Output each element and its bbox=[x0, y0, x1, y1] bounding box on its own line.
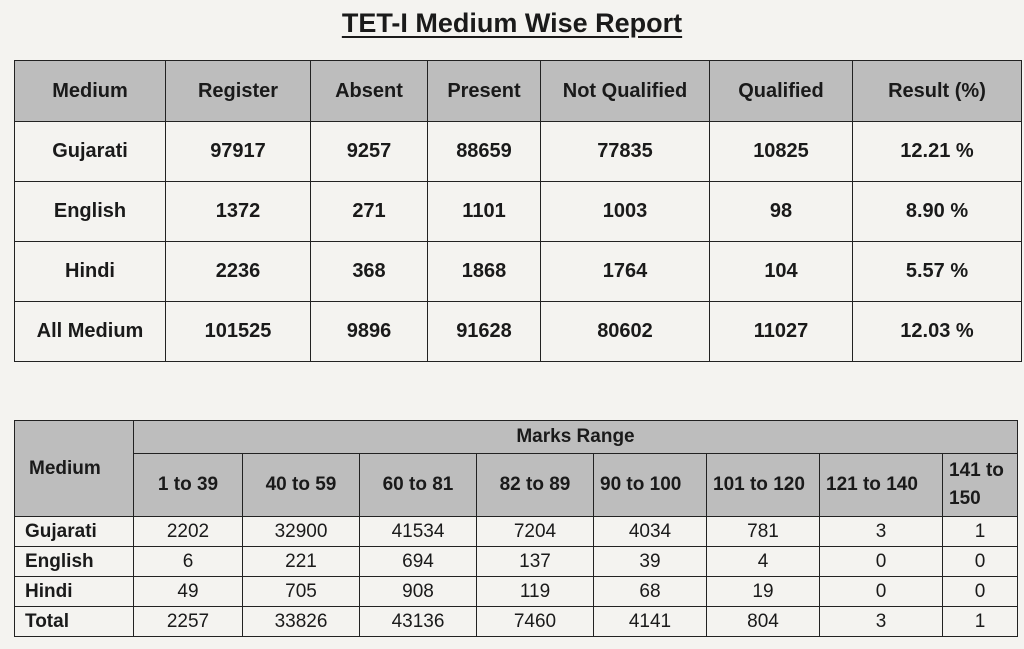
cell: 39 bbox=[594, 547, 707, 577]
cell: 101525 bbox=[166, 302, 311, 362]
cell: 908 bbox=[360, 577, 477, 607]
cell: 781 bbox=[707, 517, 820, 547]
cell: 6 bbox=[134, 547, 243, 577]
cell: 41534 bbox=[360, 517, 477, 547]
cell: 32900 bbox=[243, 517, 360, 547]
cell: 368 bbox=[311, 242, 428, 302]
header-register: Register bbox=[166, 61, 311, 122]
medium-summary-table bbox=[14, 60, 1022, 362]
cell: 271 bbox=[311, 182, 428, 242]
cell: 1 bbox=[943, 517, 1018, 547]
cell: 43136 bbox=[360, 607, 477, 637]
cell: 0 bbox=[943, 547, 1018, 577]
cell: 80602 bbox=[541, 302, 710, 362]
cell: 4 bbox=[707, 547, 820, 577]
table-row bbox=[15, 517, 1018, 547]
header-qualified: Qualified bbox=[710, 61, 853, 122]
cell: 10825 bbox=[710, 122, 853, 182]
cell: 4034 bbox=[594, 517, 707, 547]
header-range: 121 to 140 bbox=[820, 454, 943, 517]
cell: Hindi bbox=[15, 242, 166, 302]
table-subheader-row bbox=[15, 454, 1018, 517]
cell: 3 bbox=[820, 607, 943, 637]
cell: 705 bbox=[243, 577, 360, 607]
header-range: 82 to 89 bbox=[477, 454, 594, 517]
cell: 119 bbox=[477, 577, 594, 607]
cell: 12.21 % bbox=[853, 122, 1022, 182]
cell: Hindi bbox=[15, 577, 134, 607]
header-range: 40 to 59 bbox=[243, 454, 360, 517]
table-row bbox=[15, 302, 1022, 362]
marks-range-table bbox=[14, 420, 1018, 637]
cell: 98 bbox=[710, 182, 853, 242]
cell: 1764 bbox=[541, 242, 710, 302]
cell: 694 bbox=[360, 547, 477, 577]
cell: 221 bbox=[243, 547, 360, 577]
cell: 1101 bbox=[428, 182, 541, 242]
cell: 104 bbox=[710, 242, 853, 302]
cell: Total bbox=[15, 607, 134, 637]
header-range: 90 to 100 bbox=[594, 454, 707, 517]
cell: 0 bbox=[943, 577, 1018, 607]
cell: 2236 bbox=[166, 242, 311, 302]
cell: 4141 bbox=[594, 607, 707, 637]
cell: 8.90 % bbox=[853, 182, 1022, 242]
header-medium: Medium bbox=[15, 421, 134, 517]
table-row bbox=[15, 577, 1018, 607]
header-range: 60 to 81 bbox=[360, 454, 477, 517]
cell: 9896 bbox=[311, 302, 428, 362]
cell: 1868 bbox=[428, 242, 541, 302]
header-absent: Absent bbox=[311, 61, 428, 122]
cell: 11027 bbox=[710, 302, 853, 362]
cell: All Medium bbox=[15, 302, 166, 362]
table-header-row bbox=[15, 421, 1018, 454]
table-header-row bbox=[15, 61, 1022, 122]
cell: 1003 bbox=[541, 182, 710, 242]
header-range: 101 to 120 bbox=[707, 454, 820, 517]
cell: 33826 bbox=[243, 607, 360, 637]
header-marks-range: Marks Range bbox=[134, 421, 1018, 454]
cell: English bbox=[15, 547, 134, 577]
cell: 68 bbox=[594, 577, 707, 607]
cell: 7460 bbox=[477, 607, 594, 637]
cell: 1 bbox=[943, 607, 1018, 637]
cell: 91628 bbox=[428, 302, 541, 362]
cell: 97917 bbox=[166, 122, 311, 182]
cell: 9257 bbox=[311, 122, 428, 182]
header-result: Result (%) bbox=[853, 61, 1022, 122]
table-row bbox=[15, 607, 1018, 637]
header-range: 1 to 39 bbox=[134, 454, 243, 517]
cell: 49 bbox=[134, 577, 243, 607]
cell: Gujarati bbox=[15, 122, 166, 182]
header-present: Present bbox=[428, 61, 541, 122]
cell: 88659 bbox=[428, 122, 541, 182]
cell: 1372 bbox=[166, 182, 311, 242]
table-row bbox=[15, 122, 1022, 182]
cell: Gujarati bbox=[15, 517, 134, 547]
cell: 3 bbox=[820, 517, 943, 547]
cell: 7204 bbox=[477, 517, 594, 547]
report-title: TET-I Medium Wise Report bbox=[341, 8, 683, 38]
table-row bbox=[15, 182, 1022, 242]
cell: English bbox=[15, 182, 166, 242]
cell: 2257 bbox=[134, 607, 243, 637]
cell: 0 bbox=[820, 577, 943, 607]
table-row bbox=[15, 547, 1018, 577]
header-range: 141 to 150 bbox=[943, 454, 1018, 517]
header-medium: Medium bbox=[15, 61, 166, 122]
cell: 12.03 % bbox=[853, 302, 1022, 362]
cell: 77835 bbox=[541, 122, 710, 182]
table-row bbox=[15, 242, 1022, 302]
cell: 19 bbox=[707, 577, 820, 607]
cell: 0 bbox=[820, 547, 943, 577]
header-not-qualified: Not Qualified bbox=[541, 61, 710, 122]
cell: 137 bbox=[477, 547, 594, 577]
cell: 2202 bbox=[134, 517, 243, 547]
cell: 5.57 % bbox=[853, 242, 1022, 302]
cell: 804 bbox=[707, 607, 820, 637]
